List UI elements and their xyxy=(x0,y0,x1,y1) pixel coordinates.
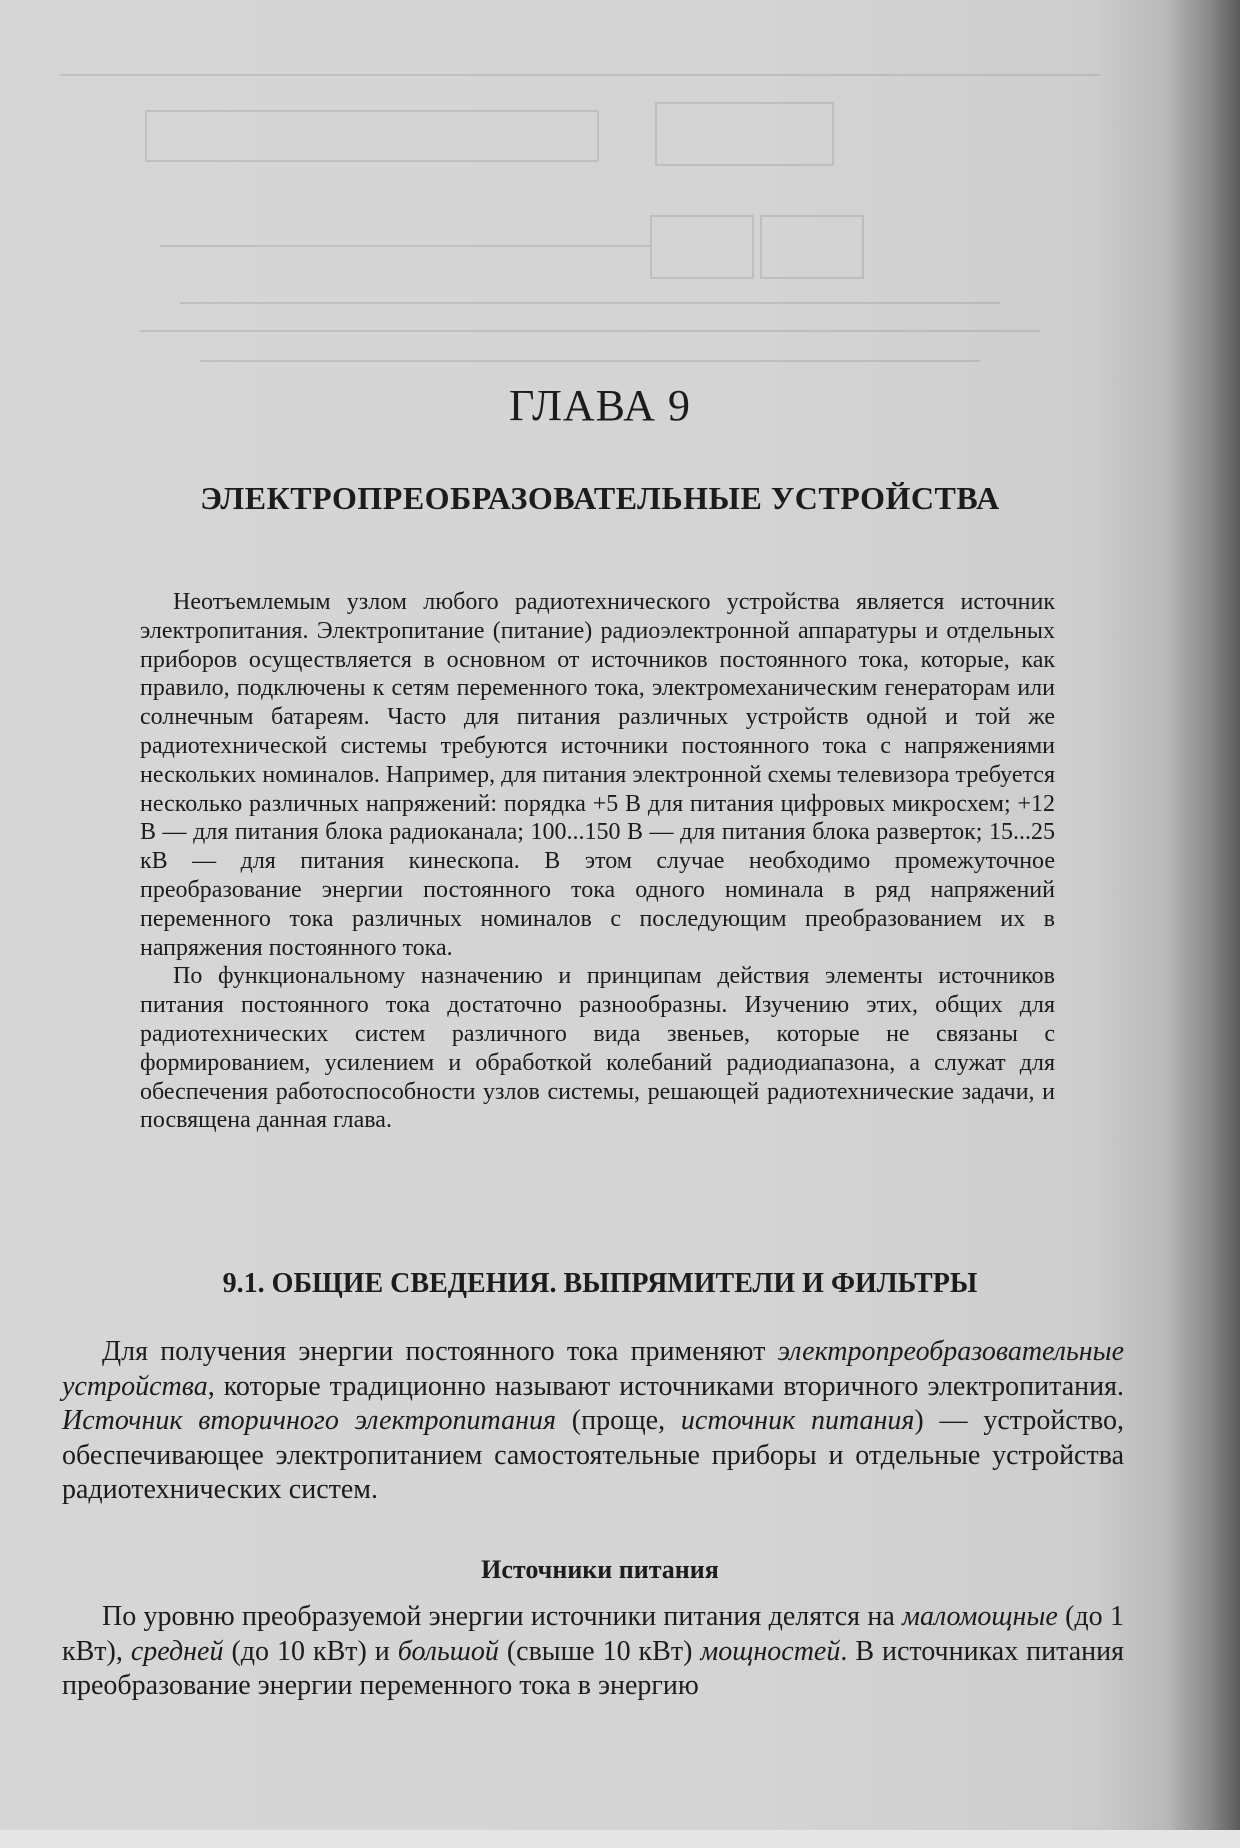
section-body xyxy=(62,1335,1124,1508)
text-run: (проще, xyxy=(556,1405,681,1436)
ghost-line xyxy=(140,330,1040,332)
section-heading: 9.1. ОБЩИЕ СВЕДЕНИЯ. ВЫПРЯМИТЕЛИ И ФИЛЬТРЫ xyxy=(222,1268,978,1299)
scan-edge xyxy=(0,1830,1240,1848)
ghost-rule xyxy=(60,74,1100,76)
body-paragraph xyxy=(62,1600,1124,1704)
italic-term: источник питания xyxy=(680,1405,915,1436)
chapter-title: ЭЛЕКТРОПРЕОБРАЗОВАТЕЛЬНЫЕ УСТРОЙСТВА xyxy=(200,480,1000,516)
italic-term: большой xyxy=(397,1635,499,1667)
italic-term: средней xyxy=(130,1635,224,1667)
italic-term: мощностей xyxy=(700,1635,841,1667)
text-run: (до 1 кВт), xyxy=(62,1601,1124,1667)
subsection-heading: Источники питания xyxy=(481,1555,719,1584)
ghost-line xyxy=(160,245,650,247)
chapter-intro xyxy=(140,588,1055,1135)
text-run: По уровню преобразуемой энергии источники питания делятся на xyxy=(102,1601,903,1632)
text-run: (до 10 кВт) и xyxy=(223,1635,398,1667)
subsection-body xyxy=(62,1600,1124,1704)
chapter-label: ГЛАВА 9 xyxy=(508,381,692,430)
text-run: (свыше 10 кВт) xyxy=(498,1635,701,1667)
text-run: ) — устройство, обеспечивающее электропитанием самостоятельные приборы и отдельные устройства радиотехнических систем. xyxy=(62,1405,1125,1505)
italic-term: Источник вторичного электропитания xyxy=(62,1405,557,1436)
body-paragraph xyxy=(62,1335,1124,1508)
ghost-box xyxy=(760,215,864,279)
ghost-line xyxy=(200,360,980,362)
text-run: , которые традиционно называют источниками вторичного электропитания. xyxy=(207,1370,1124,1402)
italic-term: электропреобразовательные устройства xyxy=(62,1336,1124,1402)
ghost-line xyxy=(180,302,1000,304)
text-run: Для получения энергии постоянного тока применяют xyxy=(102,1336,778,1367)
ghost-box xyxy=(655,102,834,166)
intro-paragraph: По функциональному назначению и принципам действия элементы источников питания постоянного тока достаточно разнообразны. Изучению этих, общих для радиотехнических систем различного вида звеньев, которые не связаны с формированием, усилением и обработкой колебаний радиодиапазона, а служат для обеспечения работоспособности узлов системы, решающей радиотехнические задачи, и посвящена данная глава. xyxy=(140,963,1055,1134)
italic-term: маломощные xyxy=(902,1601,1058,1632)
ghost-box xyxy=(650,215,754,279)
intro-paragraph: Неотъемлемым узлом любого радиотехнического устройства является источник электропитания. Электропитание (питание) радиоэлектронной аппаратуры и отдельных приборов осуществляется в основном от источников постоянного тока, которые, как правило, подключены к сетям переменного тока, электромеханическим генераторам или солнечным батареям. Часто для питания различных устройств одной и той же радиотехнической системы требуются источники постоянного тока с напряжениями нескольких номиналов. Например, для питания электронной схемы телевизора требуется несколько различных напряжений: порядка +5 В для питания цифровых микросхем; +12 В — для питания блока радиоканала; 100...150 В — для питания блока разверток; 15...25 кВ — для питания кинескопа. В этом случае необходимо промежуточное преобразование энергии постоянного тока одного номинала в ряд напряжений переменного тока различных номиналов с последующим преобразованием их в напряжения постоянного тока. xyxy=(140,589,1055,961)
text-run: . В источниках питания преобразование энергии переменного тока в энергию xyxy=(62,1635,1124,1701)
ghost-box xyxy=(145,110,599,162)
